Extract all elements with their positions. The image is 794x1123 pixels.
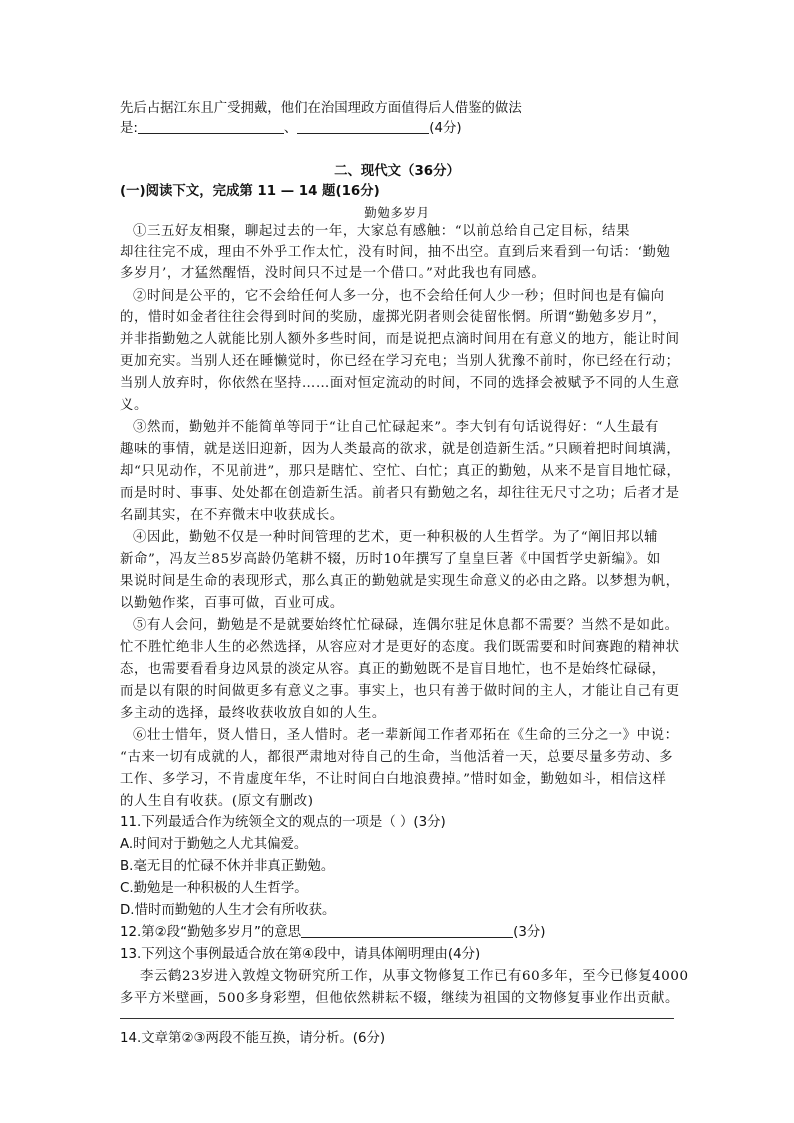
question-11-stem: 11.下列最适合作为统领全文的观点的一项是（ ）(3分) [120, 815, 446, 830]
article-line: “古来一切有成就的人，都很严肃地对待自己的生命，当他活着一天，总要尽量多劳动、多 [120, 750, 674, 765]
article-line: 更加充实。当别人还在睡懒觉时，你已经在学习充电；当别人犹豫不前时，你已经在行动； [120, 354, 680, 369]
article-line: 而是时时、事事、处处都在创造新生活。前者只有勤勉之名，却往往无尺寸之功；后者才是 [120, 486, 680, 501]
answer-score: (4分) [429, 121, 462, 136]
question-12 [120, 923, 545, 943]
article-title: 勤勉多岁月 [364, 205, 430, 220]
article-line: ①三五好友相聚，聊起过去的一年，大家总有感触：“以前总给自己定目标，结果 [133, 224, 631, 239]
article-line: 并非指勤勉之人就能比别人额外多些时间，而是说把点滴时间用在有意义的地方，能让时间 [120, 332, 680, 347]
question-14-stem: 14.文章第②③两段不能互换，请分析。(6分) [120, 1031, 386, 1046]
article-line: 态，也需要看看身边风景的淡定从容。真正的勤勉既不是盲目地忙，也不是始终忙碌碌， [120, 662, 666, 677]
question-12-stem: 12.第②段“勤勉多岁月”的意思 [120, 925, 302, 940]
question-11-option-a[interactable]: A.时间对于勤勉之人尤其偏爱。 [120, 837, 308, 852]
article-line: 而是以有限的时间做更多有意义之事。事实上，也只有善于做时间的主人，才能让自己有更 [120, 684, 680, 699]
answer-separator: 、 [283, 121, 298, 136]
article-line: ③然而，勤勉并不能简单等同于“让自己忙碌起来”。李大钊有句话说得好：“人生最有 [133, 420, 659, 435]
article-line: ⑤有人会问，勤勉是不是就要始终忙忙碌碌，连偶尔驻足休息都不需要？当然不是如此。 [133, 618, 679, 633]
article-line: 的，惜时如金者往往会得到时间的奖励，虚掷光阴者则会徒留怅惘。所谓“勤勉多岁月”， [120, 310, 667, 325]
question-11-option-b[interactable]: B.毫无目的忙碌不休并非真正勤勉。 [120, 859, 335, 874]
article-line: 果说时间是生命的表现形式，那么真正的勤勉就是实现生命意义的必由之路。以梦想为帆， [120, 574, 680, 589]
article-line: 趣味的事情，就是送旧迎新，因为人类最高的欲求，就是创造新生活。”只顾着把时间填满， [120, 442, 681, 457]
previous-question-answer-line [120, 119, 462, 139]
article-line: 多岁月’，才猛然醒悟，没时间只不过是一个借口。”对此我也有同感。 [120, 266, 546, 281]
question-13-example-line: 李云鹤23岁进入敦煌文物研究所工作，从事文物修复工作已有60多年，至今已修复4000 [140, 969, 689, 984]
article-line: 名副其实，在不弃微末中收获成长。 [120, 508, 344, 523]
article-line: 却“只见动作，不见前进”，那只是瞎忙、空忙、白忙；真正的勤勉，从来不是盲目地忙碌， [120, 464, 681, 479]
article-line: ②时间是公平的，它不会给任何人多一分，也不会给任何人少一秒；但时间也是有偏向 [133, 289, 665, 304]
answer-blank-1[interactable] [138, 119, 284, 134]
article-line: 的人生自有收获。(原文有删改) [120, 794, 314, 809]
section-subtitle: (一)阅读下文，完成第 11 — 14 题(16分) [120, 184, 380, 199]
answer-rule[interactable] [120, 1018, 674, 1019]
article-line: 工作、多学习，不肯虚度年华，不让时间白白地浪费掉。”惜时如金，勤勉如斗，相信这样 [120, 772, 667, 787]
article-line: 忙不胜忙绝非人生的必然选择，从容应对才是更好的态度。我们既需要和时间赛跑的精神状 [120, 640, 680, 655]
article-line: 当别人放弃时，你依然在坚持……面对恒定流动的时间，不同的选择会被赋予不同的人生意 [120, 376, 680, 391]
article-line: 以勤勉作桨，百事可做，百业可成。 [120, 596, 344, 611]
article-line: ④因此，勤勉不仅是一种时间管理的艺术，更一种积极的人生哲学。为了“阐旧邦以辅 [133, 530, 659, 545]
answer-blank-2[interactable] [297, 119, 429, 134]
previous-question-text: 先后占据江东且广受拥戴，他们在治国理政方面值得后人借鉴的做法 [120, 101, 522, 116]
question-13-stem: 13.下列这个事例最适合放在第④段中，请具体阐明理由(4分) [120, 947, 481, 962]
article-line: 多主动的选择，最终收获收放自如的人生。 [120, 706, 386, 721]
question-12-score: (3分) [513, 925, 546, 940]
article-line: 新命”，冯友兰85岁高龄仍笔耕不辍，历时10年撰写了皇皇巨著《中国哲学史新编》。如 [120, 552, 661, 567]
article-line: 却往往完不成，理由不外乎工作太忙，没有时间，抽不出空。直到后来看到一句话：‘勤勉 [120, 245, 671, 260]
question-12-answer-blank[interactable] [301, 923, 513, 938]
answer-prefix: 是: [120, 121, 138, 136]
question-11-option-d[interactable]: D.惜时而勤勉的人生才会有所收获。 [120, 903, 336, 918]
question-13-example-line: 多平方米壁画，500多身彩塑，但他依然耕耘不辍，继续为祖国的文物修复事业作出贡献。 [120, 991, 679, 1006]
question-11-option-c[interactable]: C.勤勉是一种积极的人生哲学。 [120, 881, 308, 896]
section-title: 二、现代文（36分） [334, 164, 460, 179]
article-line: ⑥壮士惜年，贤人惜日，圣人惜时。老一辈新闻工作者邓拓在《生命的三分之一》中说： [133, 728, 679, 743]
article-line: 义。 [120, 398, 148, 413]
